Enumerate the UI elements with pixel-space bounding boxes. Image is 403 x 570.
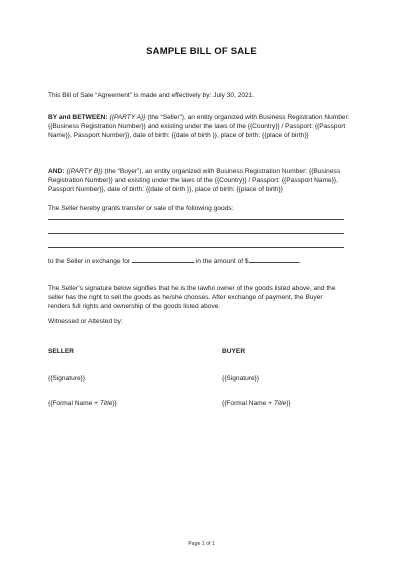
party-a-text-1: (the “Seller”), an entity organized with Business Registration Number: — [145, 114, 350, 121]
exchange-blank[interactable] — [132, 255, 194, 263]
seller-signature[interactable]: {{Signature}} — [48, 375, 86, 382]
signature-para-line-3: renders full rights and ownership of the goods listed above. — [48, 303, 221, 310]
page-footer: Page 1 of 1 — [188, 541, 215, 547]
party-a-line-1 — [48, 113, 358, 122]
witness-text: Witnessed or Attested by: — [48, 318, 123, 325]
goods-line-3[interactable] — [48, 247, 344, 248]
buyer-formal-name[interactable] — [222, 399, 291, 408]
party-b-line-3: Passport Number}}, date of birth: {{date of birth }}, place of birth: {{place of birth}} — [48, 186, 283, 193]
buyer-name-prefix: {{Formal Name + — [222, 400, 274, 407]
goods-line-1[interactable] — [48, 219, 344, 220]
party-b-line-2: Registration Number}} and existing under the laws of the {{Country}} / Passport: {{Passport Name}}, — [48, 177, 338, 184]
party-a-paragraph — [48, 113, 358, 140]
buyer-name-title: Title — [273, 400, 287, 407]
page-title: SAMPLE BILL OF SALE — [146, 46, 257, 57]
amount-blank[interactable] — [249, 255, 299, 263]
seller-name-title: Title — [99, 400, 113, 407]
intro-paragraph: This Bill of Sale “Agreement” is made and effectively by: July 30, 2021. — [48, 92, 255, 99]
exchange-text-3: . — [298, 258, 301, 265]
exchange-line — [48, 255, 358, 266]
party-a-line-2: {{Business Registration Number}} and existing under the laws of the {{Country}} / Passport: {{Passport — [48, 123, 346, 130]
party-a-lead: BY and BETWEEN: — [48, 114, 108, 121]
party-a-name: {{PARTY A}} — [109, 114, 146, 121]
party-a-line-3: Name}}, Passport Number}}, date of birth: {{date of birth }}, place of birth: {{place of birth}} — [48, 132, 309, 139]
buyer-signature[interactable]: {{Signature}} — [222, 375, 260, 382]
seller-name-suffix: }} — [112, 400, 117, 407]
party-b-name: {{PARTY B}} — [66, 168, 103, 175]
exchange-text-1: to the Seller in exchange for — [48, 258, 132, 265]
party-b-lead: AND: — [48, 168, 65, 175]
exchange-text-2: in the amount of $ — [193, 258, 249, 265]
party-b-line-1 — [48, 167, 358, 176]
goods-line-2[interactable] — [48, 233, 344, 234]
seller-heading: SELLER — [48, 348, 75, 355]
buyer-heading: BUYER — [222, 348, 246, 355]
party-b-paragraph — [48, 167, 358, 194]
seller-formal-name[interactable] — [48, 399, 117, 408]
party-b-text-1: (the “Buyer”), an entity organized with Business Registration Number: {{Business — [102, 168, 341, 175]
grant-text: The Seller hereby grants transfer or sale of the following goods: — [48, 205, 234, 212]
signature-paragraph — [48, 284, 358, 311]
signature-para-line-2: seller has the right to sell the goods as he/she chooses. After exchange of payment, the Buyer — [48, 294, 323, 301]
signature-para-line-1: The Seller’s signature below signifies that he is the lawful owner of the goods listed above, and the — [48, 285, 336, 292]
seller-name-prefix: {{Formal Name + — [48, 400, 100, 407]
buyer-name-suffix: }} — [286, 400, 291, 407]
